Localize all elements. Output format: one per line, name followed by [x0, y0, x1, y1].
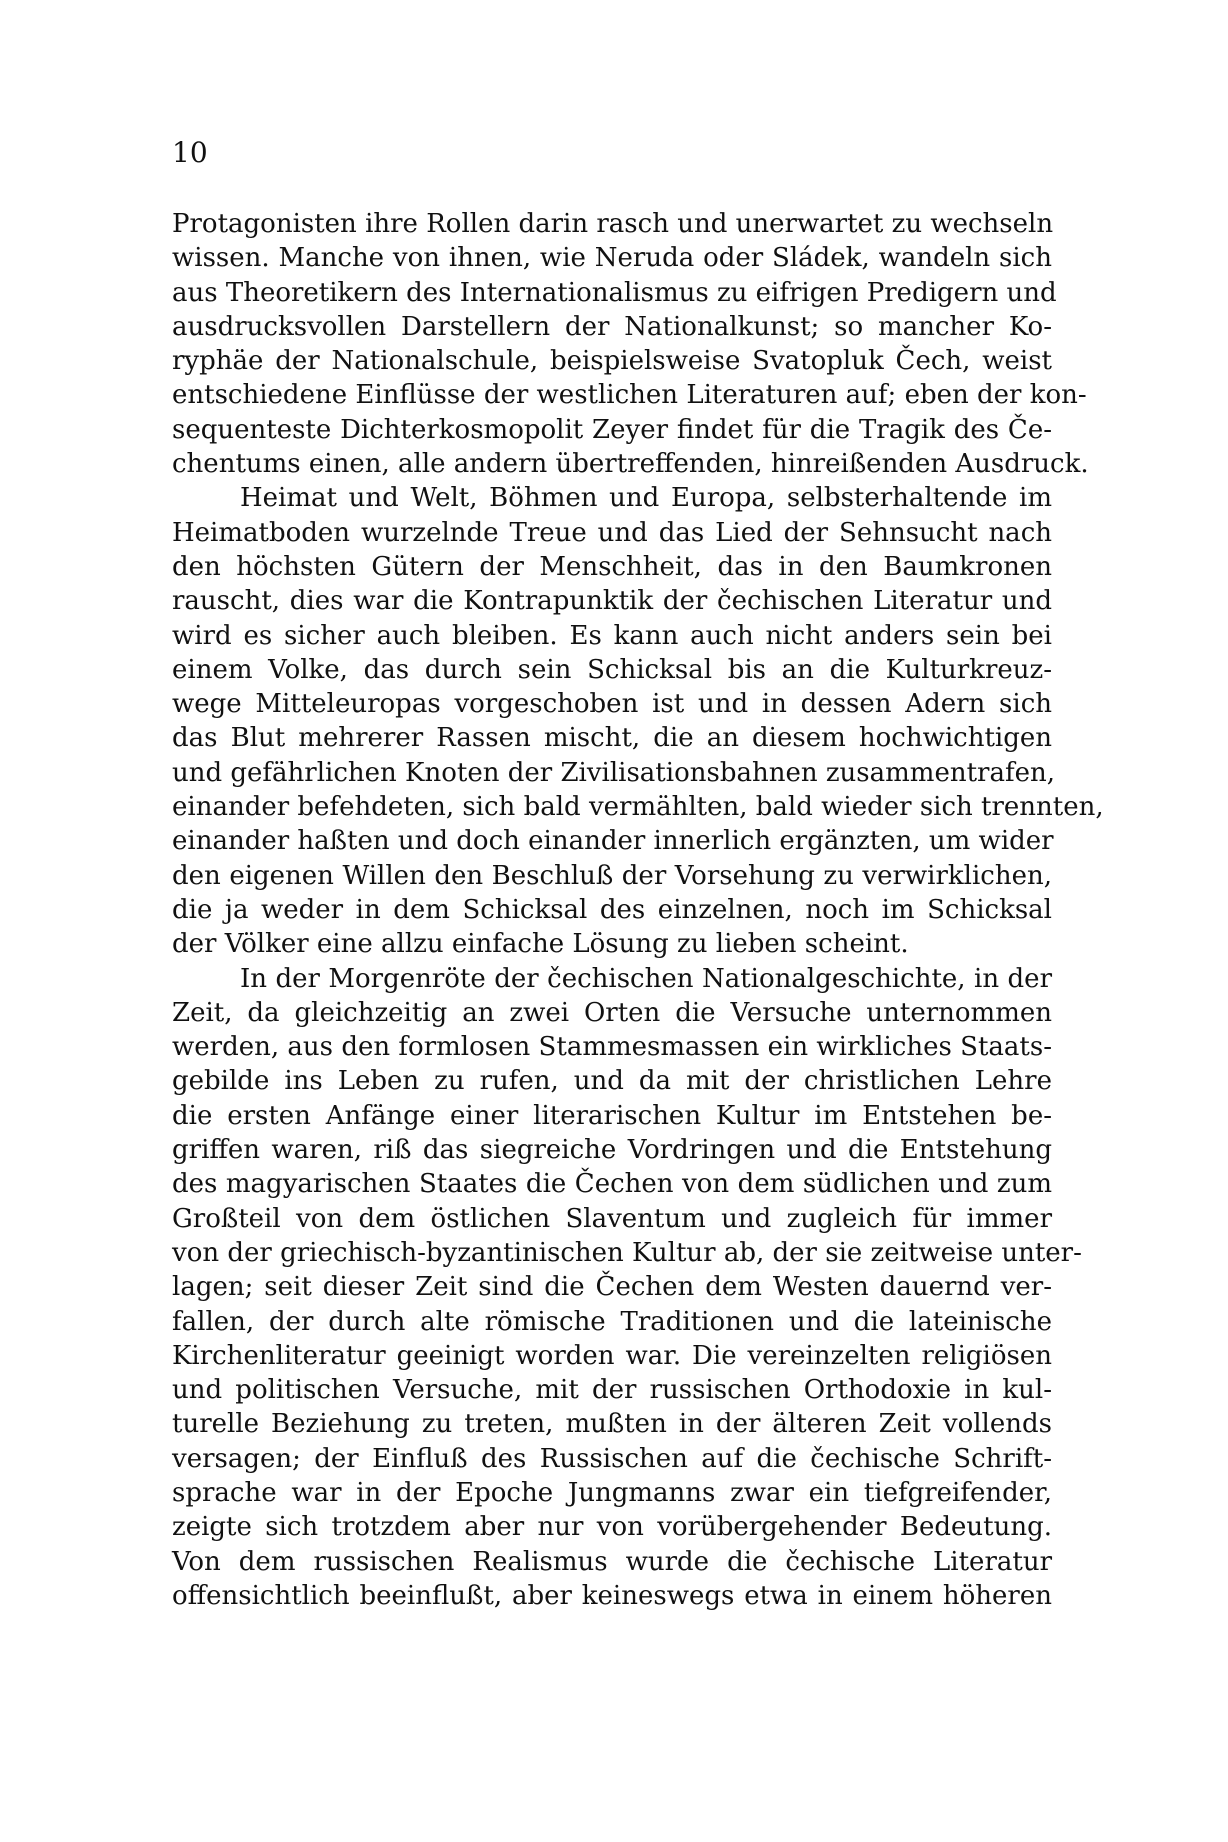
- paragraph-first-line: Heimat und Welt, Böhmen und Europa, selbsterhaltende im: [240, 483, 1052, 514]
- text-line: chentums einen, alle andern übertreffenden, hinreißenden Ausdruck.: [172, 449, 1089, 480]
- text-line: sequenteste Dichterkosmopolit Zeyer findet für die Tragik des Če-: [172, 414, 1052, 445]
- text-line: versagen; der Einfluß des Russischen auf die čechische Schrift-: [172, 1443, 1052, 1474]
- text-line: und politischen Versuche, mit der russischen Orthodoxie in kul-: [172, 1375, 1052, 1406]
- text-line: wissen. Manche von ihnen, wie Neruda oder Sládek, wandeln sich: [172, 243, 1052, 274]
- text-line: ryphäe der Nationalschule, beispielsweise Svatopluk Čech, weist: [172, 346, 1052, 377]
- text-line: einem Volke, das durch sein Schicksal bis an die Kulturkreuz-: [172, 654, 1052, 685]
- text-line: gebilde ins Leben zu rufen, und da mit der christlichen Lehre: [172, 1066, 1052, 1097]
- text-line: die ja weder in dem Schicksal des einzelnen, noch im Schicksal: [172, 894, 1052, 925]
- text-line: Protagonisten ihre Rollen darin rasch und unerwartet zu wechseln: [172, 209, 1054, 239]
- text-line: aus Theoretikern des Internationalismus zu eifrigen Predigern und: [172, 277, 1057, 308]
- text-line: fallen, der durch alte römische Traditionen und die lateinische: [172, 1306, 1052, 1337]
- paragraph-first-line: In der Morgenröte der čechischen Nationalgeschichte, in der: [240, 963, 1052, 994]
- page-number: 10: [172, 136, 208, 169]
- text-line: Großteil von dem östlichen Slaventum und zugleich für immer: [172, 1203, 1052, 1234]
- text-line: des magyarischen Staates die Čechen von dem südlichen und zum: [172, 1169, 1052, 1200]
- text-line: den eigenen Willen den Beschluß der Vorsehung zu verwirklichen,: [172, 860, 1052, 891]
- text-line: rauscht, dies war die Kontrapunktik der čechischen Literatur und: [172, 586, 1052, 617]
- text-line: Von dem russischen Realismus wurde die čechische Literatur: [172, 1546, 1052, 1577]
- text-line: und gefährlichen Knoten der Zivilisationsbahnen zusammentrafen,: [172, 757, 1055, 788]
- text-line: sprache war in der Epoche Jungmanns zwar ein tiefgreifender,: [172, 1477, 1052, 1508]
- text-line: griffen waren, riß das siegreiche Vordringen und die Entstehung: [172, 1135, 1052, 1166]
- text-line: entschiedene Einflüsse der westlichen Literaturen auf; eben der kon-: [172, 380, 1087, 411]
- text-line: offensichtlich beeinflußt, aber keineswegs etwa in einem höheren: [172, 1580, 1052, 1611]
- body-text: [172, 207, 1104, 1613]
- text-line: wege Mitteleuropas vorgeschoben ist und in dessen Adern sich: [172, 689, 1052, 720]
- text-line: die ersten Anfänge einer literarischen Kultur im Entstehen be-: [172, 1100, 1052, 1131]
- text-line: zeigte sich trotzdem aber nur von vorübergehender Bedeutung.: [172, 1512, 1052, 1543]
- text-line: Zeit, da gleichzeitig an zwei Orten die Versuche unternommen: [172, 997, 1052, 1028]
- text-line: Heimatboden wurzelnde Treue und das Lied der Sehnsucht nach: [172, 517, 1052, 548]
- text-line: werden, aus den formlosen Stammesmassen ein wirkliches Staats-: [172, 1032, 1052, 1063]
- text-line: einander haßten und doch einander innerlich ergänzten, um wider: [172, 826, 1054, 857]
- text-line: lagen; seit dieser Zeit sind die Čechen dem Westen dauernd ver-: [172, 1272, 1052, 1303]
- text-line: den höchsten Gütern der Menschheit, das in den Baumkronen: [172, 551, 1052, 582]
- text-line: Kirchenliteratur geeinigt worden war. Die vereinzelten religiösen: [172, 1340, 1052, 1371]
- text-line: wird es sicher auch bleiben. Es kann auch nicht anders sein bei: [172, 620, 1052, 651]
- text-line: von der griechisch-byzantinischen Kultur ab, der sie zeitweise unter-: [172, 1237, 1082, 1268]
- text-line: einander befehdeten, sich bald vermählten, bald wieder sich trennten,: [172, 792, 1104, 823]
- text-line: turelle Beziehung zu treten, mußten in der älteren Zeit vollends: [172, 1409, 1052, 1440]
- text-line: das Blut mehrerer Rassen mischt, die an diesem hochwichtigen: [172, 723, 1052, 754]
- text-line: ausdrucksvollen Darstellern der Nationalkunst; so mancher Ko-: [172, 311, 1052, 342]
- paragraph-last-line: der Völker eine allzu einfache Lösung zu lieben scheint.: [172, 929, 909, 960]
